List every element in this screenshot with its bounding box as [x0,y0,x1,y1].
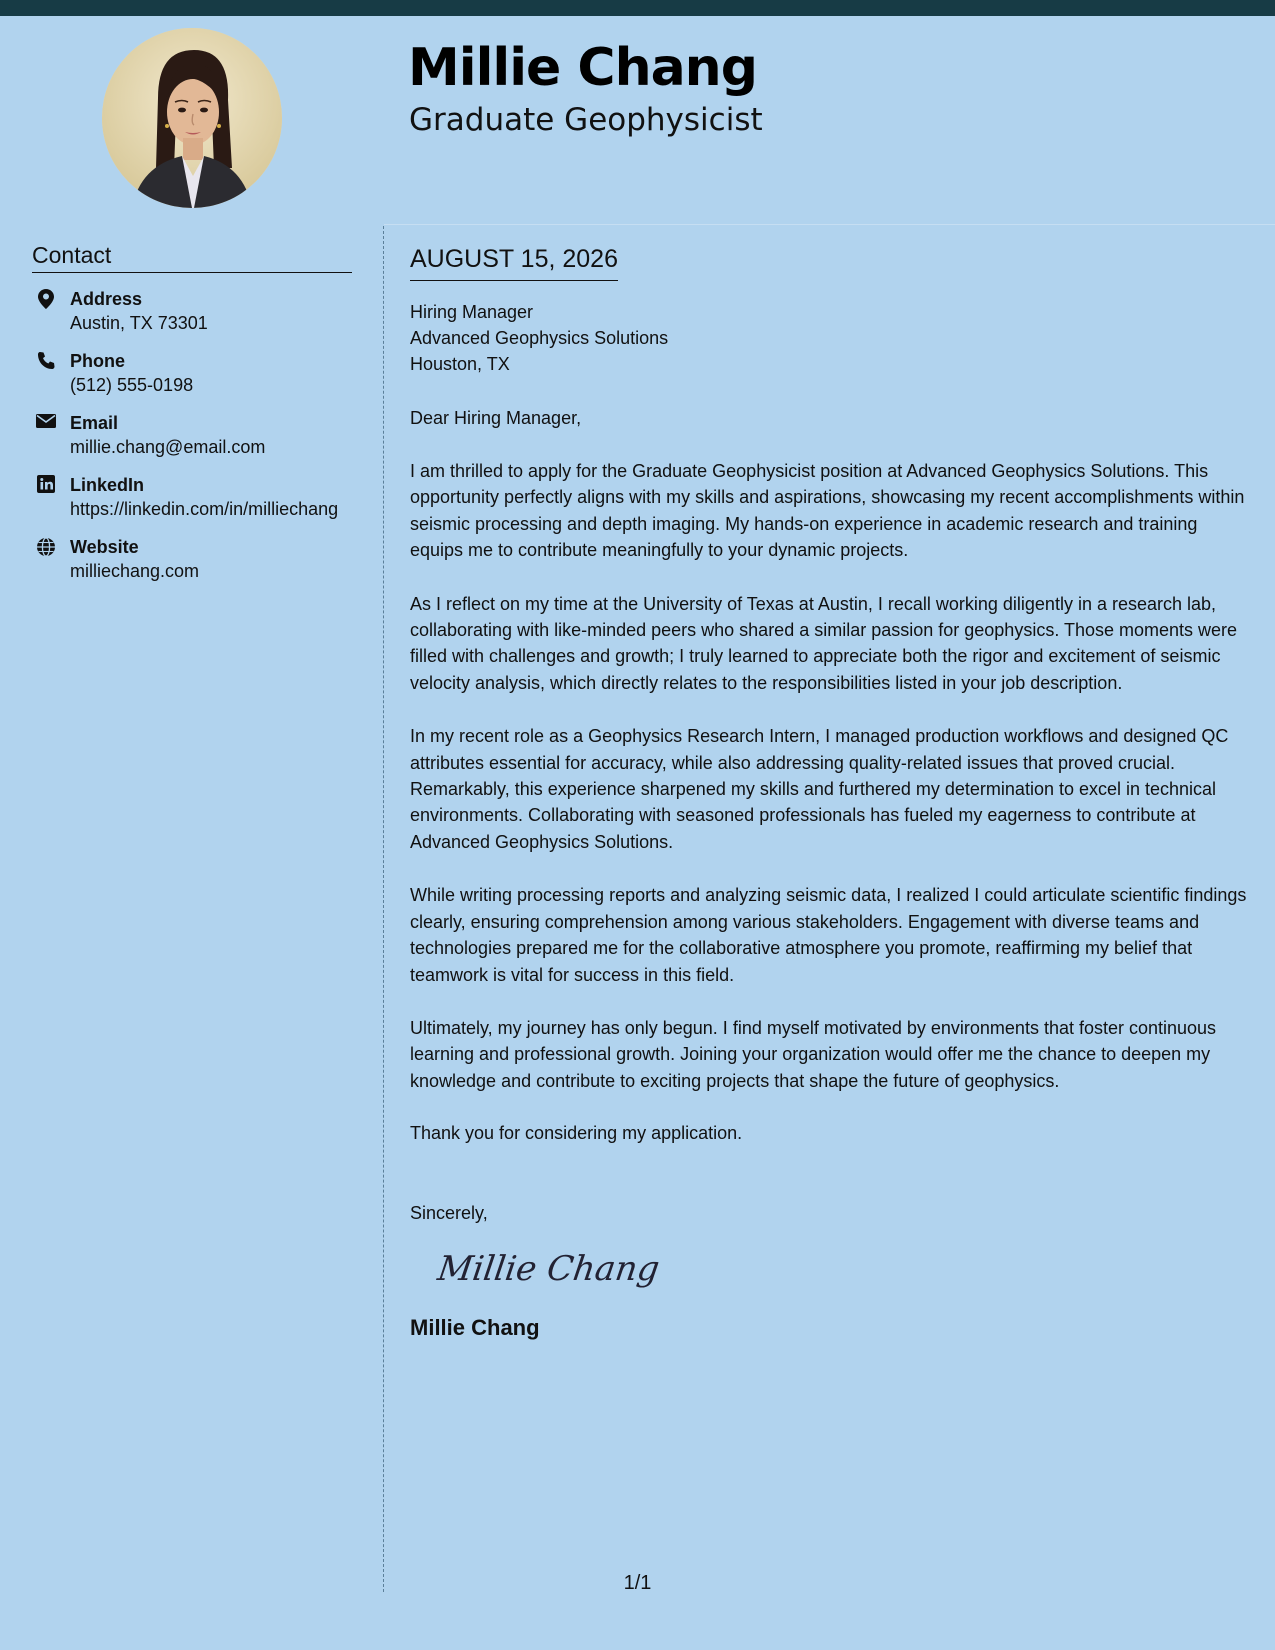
letter-paragraph: While writing processing reports and analyzing seismic data, I realized I could articulate scientific findings clearly, ensuring comprehension among various stakeholders. Engagement with diverse teams and technologies prepared me for the collaborative atmosphere you promote, reaffirming my belief that teamwork is vital for success in this field. [410,885,1247,985]
applicant-title: Graduate Geophysicist [409,102,763,138]
recipient-block [410,299,1250,377]
applicant-name: Millie Chang [408,38,757,98]
map-pin-icon [34,287,58,313]
recipient-line: Advanced Geophysics Solutions [410,328,669,348]
profile-photo [102,28,282,208]
contact-label: LinkedIn [70,475,145,495]
top-accent-bar [0,0,1275,16]
envelope-icon [34,411,58,437]
letter-body [410,244,1250,1342]
contact-phone [32,349,352,397]
phone-icon [34,349,58,375]
linkedin-icon [34,473,58,499]
contact-value[interactable]: https://linkedin.com/in/milliechang [70,499,339,519]
contact-value[interactable]: milliechang.com [70,561,200,581]
salutation: Dear Hiring Manager, [410,408,582,428]
recipient-line: Hiring Manager [410,302,534,322]
contact-value[interactable]: (512) 555-0198 [70,375,194,395]
closing-thanks: Thank you for considering my application. [410,1123,743,1144]
contact-label: Address [70,289,143,309]
signed-name: Millie Chang [410,1315,540,1341]
contact-sidebar [32,240,352,597]
letter-paragraph: I am thrilled to apply for the Graduate Geophysicist position at Advanced Geophysics Solutions. This opportunity perfectly aligns with my skills and aspirations, showcasing my recent accomplishments within seismic processing and depth imaging. My hands-on experience in academic research and training equips me to contribute meaningfully to your dynamic projects. [410,461,1245,561]
letter-paragraph: Ultimately, my journey has only begun. I find myself motivated by environments that foster continuous learning and professional growth. Joining your organization would offer me the chance to deepen my knowledge and contribute to exciting projects that shape the future of geophysics. [410,1017,1217,1091]
contact-website [32,535,352,583]
contact-linkedin [32,473,352,521]
contact-value: Austin, TX 73301 [70,313,208,333]
letter-date: AUGUST 15, 2026 [410,244,618,281]
handwritten-signature: Millie Chang [435,1249,662,1290]
globe-icon [34,535,58,561]
contact-label: Phone [70,351,126,371]
column-divider [383,226,384,1592]
recipient-line: Houston, TX [410,354,510,374]
header-divider [384,224,1275,225]
letter-paragraph: In my recent role as a Geophysics Research Intern, I managed production workflows and designed QC attributes essential for accuracy, while also addressing quality-related issues that proved crucial. Remarkably, this experience sharpened my skills and furthered my determination to excel in technical environments. Collaborating with seasoned professionals has fueled my eagerness to contribute at Advanced Geophysics Solutions. [410,726,1229,852]
letter-paragraph: As I reflect on my time at the University of Texas at Austin, I recall working diligently in a research lab, collaborating with like-minded peers who shared a similar passion for geophysics. Those moments were filled with challenges and growth; I truly learned to appreciate both the rigor and excitement of seismic velocity analysis, which directly relates to the responsibilities listed in your job description. [410,593,1238,693]
contact-heading: Contact [32,240,352,273]
contact-label: Email [70,413,119,433]
sign-off: Sincerely, [410,1203,488,1224]
page-number: 1/1 [623,1572,652,1594]
contact-value[interactable]: millie.chang@email.com [70,437,266,457]
contact-label: Website [70,537,139,557]
contact-address [32,287,352,335]
contact-email [32,411,352,459]
